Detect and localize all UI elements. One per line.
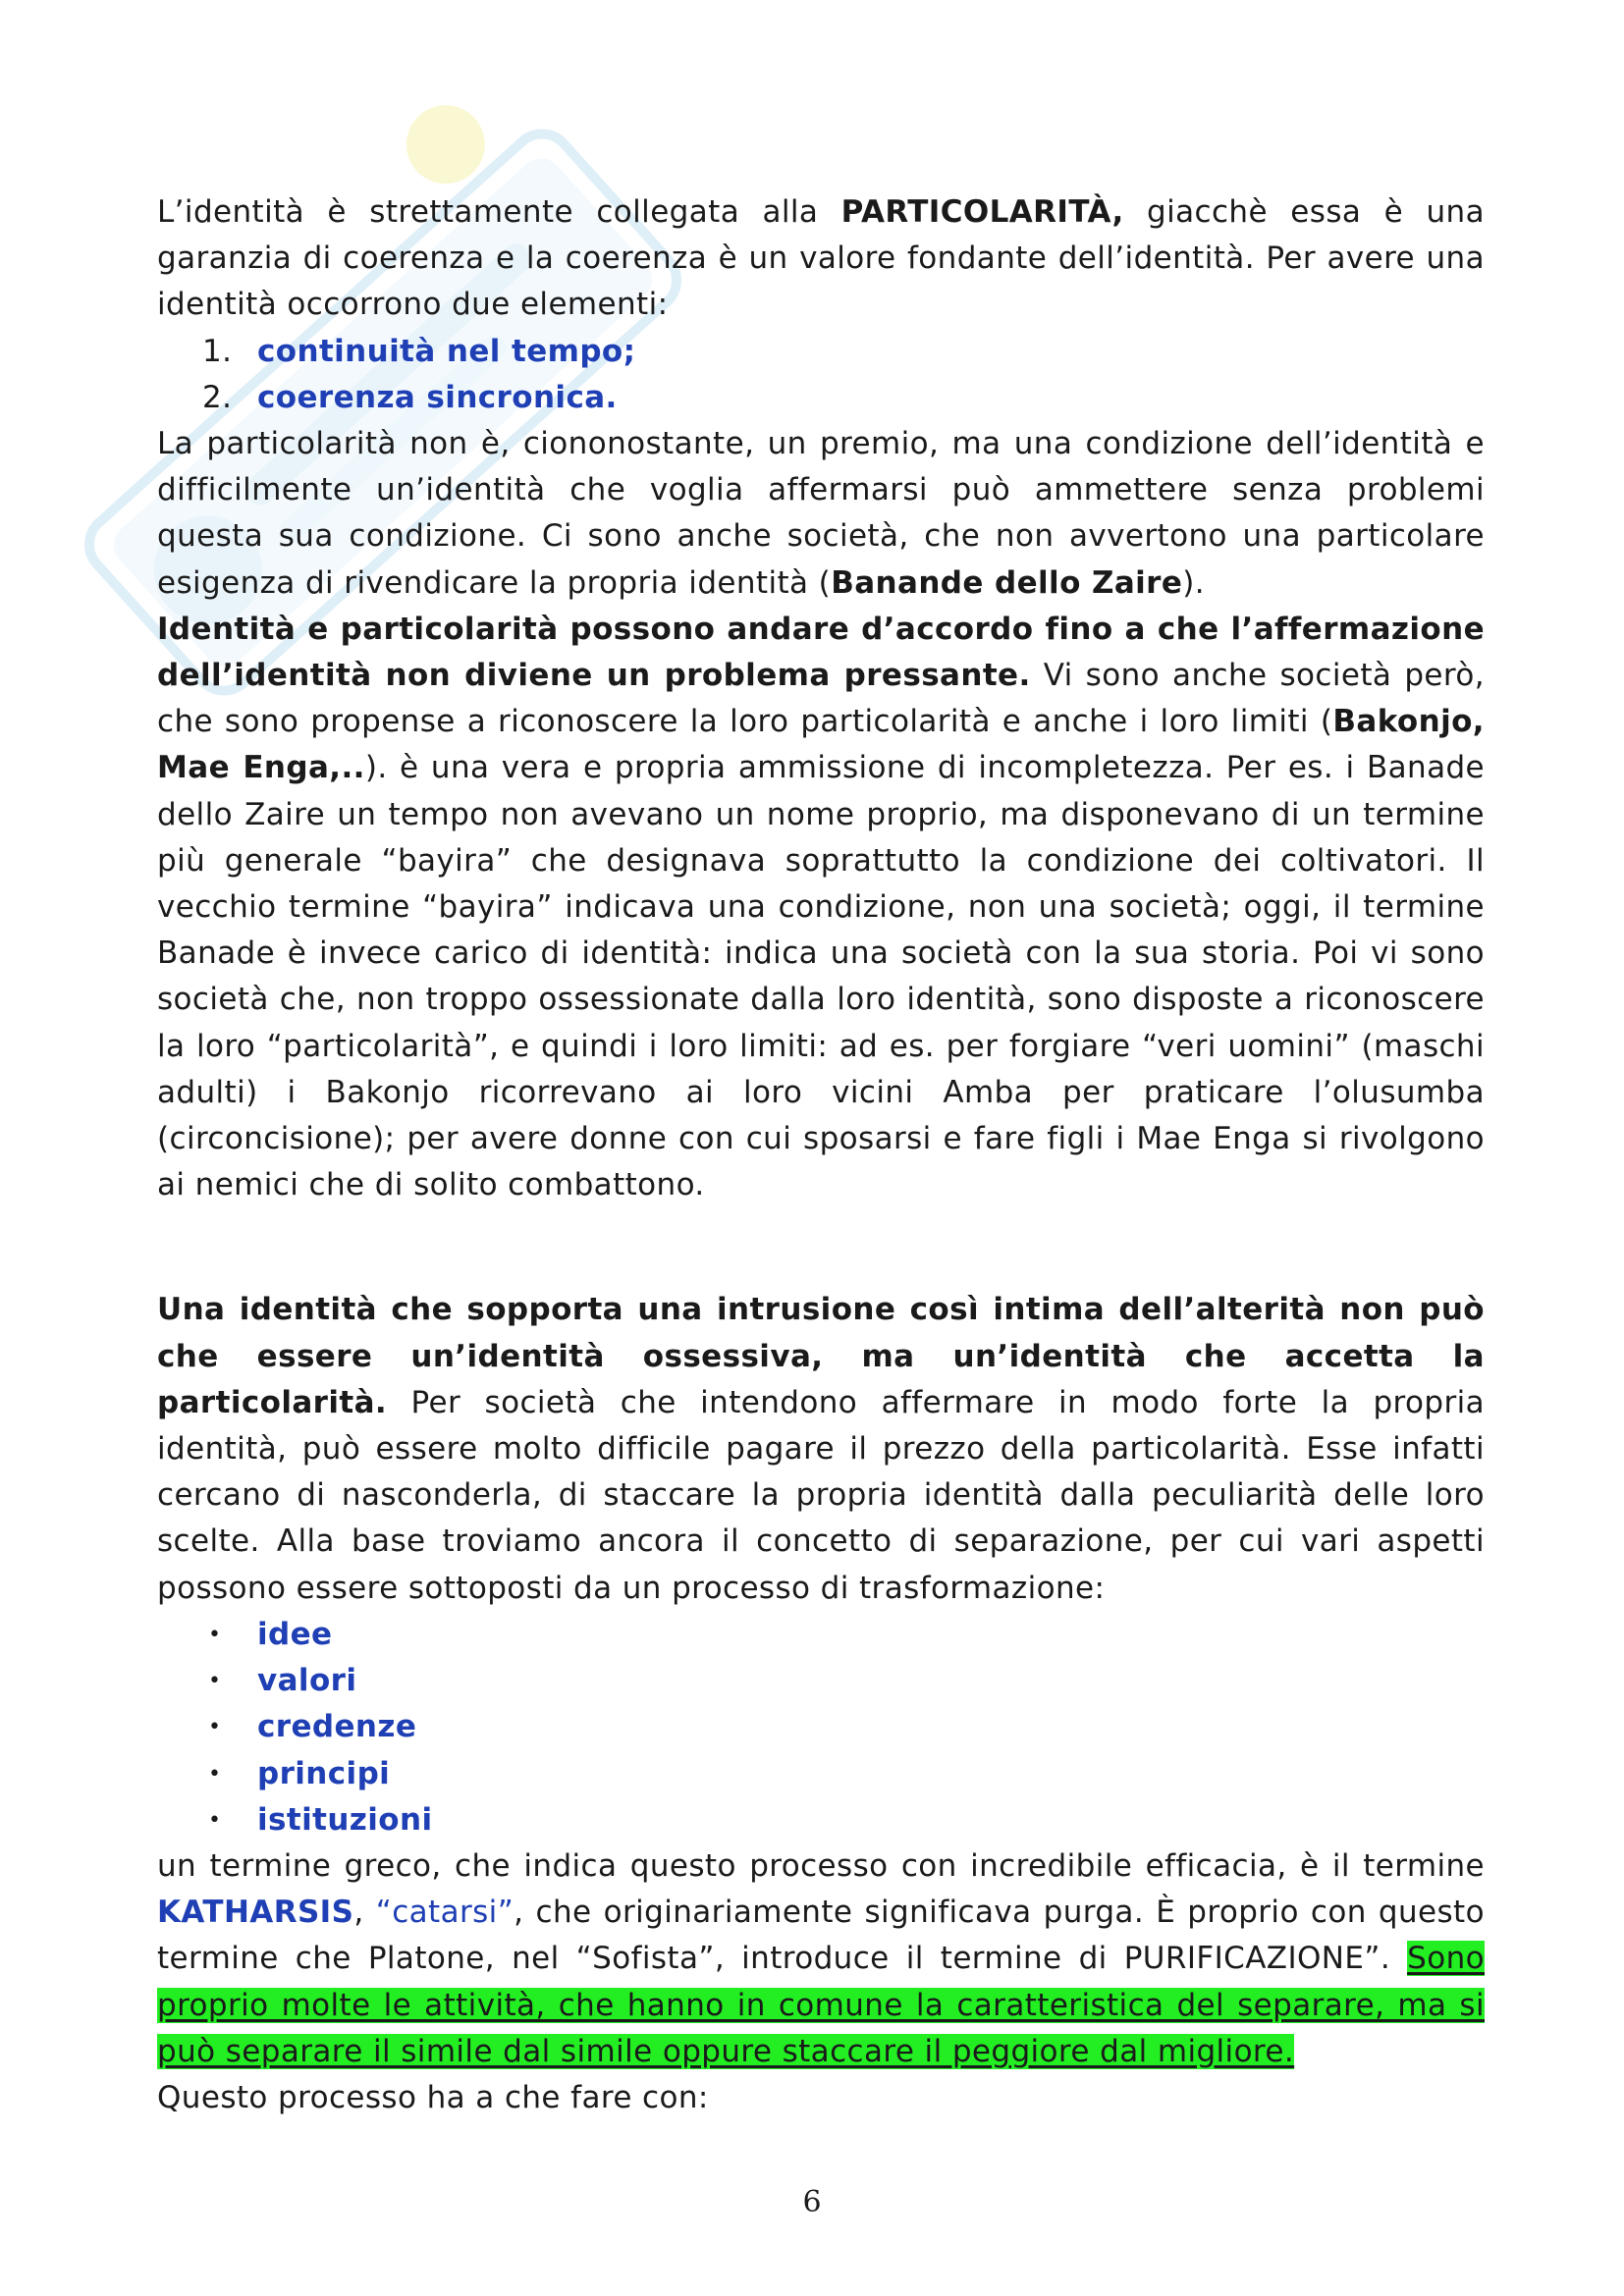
ordered-list bbox=[157, 329, 1485, 421]
list-item: • credenze bbox=[157, 1704, 1485, 1750]
list-item: 1. continuità nel tempo; bbox=[202, 333, 636, 369]
bullet-icon: • bbox=[208, 1807, 222, 1833]
list-item: • principi bbox=[157, 1751, 1485, 1797]
section-gap bbox=[157, 1208, 1485, 1287]
bullet-icon: • bbox=[208, 1622, 222, 1647]
bullet-icon: • bbox=[208, 1761, 222, 1787]
document-body bbox=[157, 189, 1485, 2121]
list-item: • idee bbox=[157, 1612, 1485, 1658]
paragraph-particolarita: L’identità è strettamente collegata alla PARTICOLARITÀ, giacchè essa è una garanzia di coerenza e la coerenza è un valore fondante dell’identità. Per avere una identità occorrono due elementi: bbox=[157, 194, 1485, 323]
paragraph-intrusione: Una identità che sopporta una intrusione così intima dell’alterità non può che essere un’identità ossessiva, ma un’identità che accetta la particolarità. Per società che intendono affermare in modo forte la propria identità, può essere molto difficile pagare il prezzo della particolarità. Esse infatti cercano di nasconderla, di staccare la propria identità dalla peculiarità delle loro scelte. Alla base troviamo ancora il concetto di separazione, per cui vari aspetti possono essere sottoposti da un processo di trasformazione: bbox=[157, 1292, 1485, 1606]
bullet-icon: • bbox=[208, 1669, 222, 1694]
bullet-icon: • bbox=[208, 1715, 222, 1740]
page-number: 6 bbox=[802, 2185, 822, 2219]
list-item: 2. coerenza sincronica. bbox=[202, 379, 618, 415]
paragraph-katharsis: un termine greco, che indica questo processo con incredibile efficacia, è il termine KATHARSIS, “catarsi”, che originariamente significava purga. È proprio con questo termine che Platone, nel “Sofista”, introduce il termine di PURIFICAZIONE”. Sono proprio molte le attività, che hanno in comune la caratteristica del separare, ma si può separare il simile dal simile oppure staccare il peggiore dal migliore. bbox=[157, 1847, 1485, 2069]
highlighted-text: Sono proprio molte le attività, che hanno in comune la caratteristica del separare, ma si può separare il simile dal simile oppure staccare il peggiore dal migliore. bbox=[157, 1941, 1485, 2069]
paragraph-processo: Questo processo ha a che fare con: bbox=[157, 2079, 709, 2115]
paragraph-accordo: Identità e particolarità possono andare d’accordo fino a che l’affermazione dell’identità non diviene un problema pressante. Vi sono anche società però, che sono propense a riconoscere la loro particolarità e anche i loro limiti (Bakonjo, Mae Enga,..). è una vera e propria ammissione di incompletezza. Per es. i Banade dello Zaire un tempo non avevano un nome proprio, ma disponevano di un termine più generale “bayira” che designava soprattutto la condizione dei coltivatori. Il vecchio termine “bayira” indicava una condizione, non una società; oggi, il termine Banade è invece carico di identità: indica una società con la sua storia. Poi vi sono società che, non troppo ossessionate dalla loro identità, sono disposte a riconoscere la loro “particolarità”, e quindi i loro limiti: ad es. per forgiare “veri uomini” (maschi adulti) i Bakonjo ricorrevano ai loro vicini Amba per praticare l’olusumba (circoncisione); per avere donne con cui sposarsi e fare figli i Mae Enga si rivolgono ai nemici che di solito combattono. bbox=[157, 611, 1486, 1203]
term-katharsis: KATHARSIS bbox=[157, 1895, 354, 1931]
term-particolarita: PARTICOLARITÀ, bbox=[840, 194, 1124, 230]
list-item: • valori bbox=[157, 1658, 1485, 1704]
paragraph-condizione: La particolarità non è, ciononostante, un premio, ma una condizione dell’identità e difficilmente un’identità che voglia affermarsi può ammettere senza problemi questa sua condizione. Ci sono anche società, che non avvertono una particolare esigenza di rivendicare la propria identità (Banande dello Zaire). bbox=[157, 426, 1485, 601]
bullet-list bbox=[157, 1612, 1485, 1843]
list-item: • istituzioni bbox=[157, 1797, 1485, 1843]
